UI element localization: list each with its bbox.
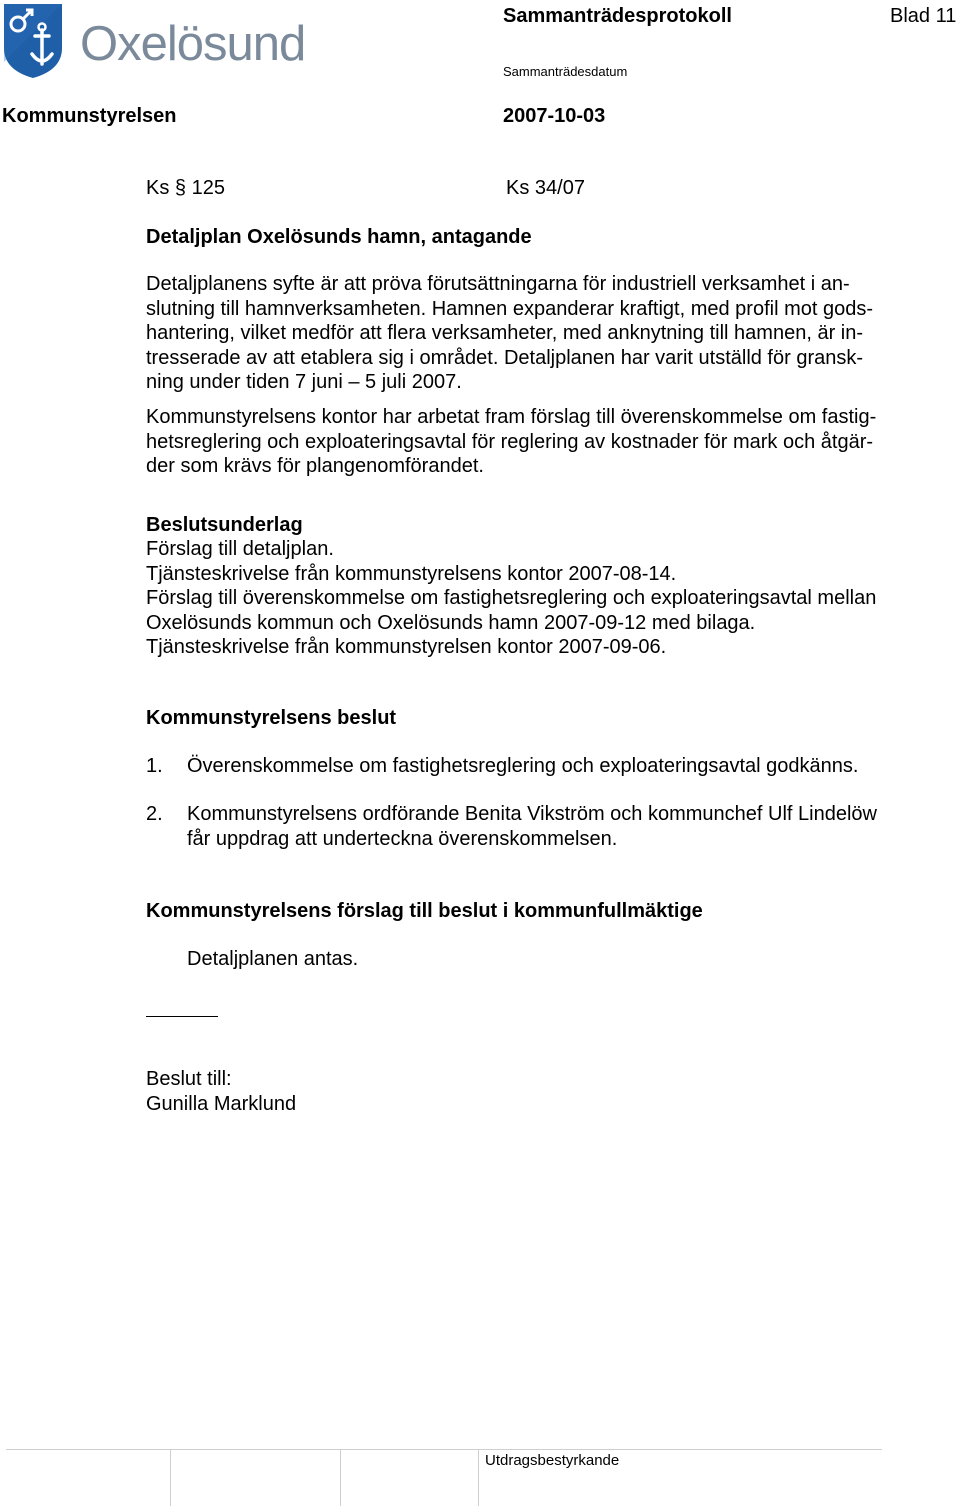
text-line: Kommunstyrelsens ordförande Benita Vikström och kommunchef Ulf Lindelöw bbox=[187, 803, 877, 825]
distribution-recipient: Gunilla Marklund bbox=[146, 1092, 297, 1115]
basis-item: Förslag till överenskommelse om fastighetsreglering och exploateringsavtal mellan bbox=[146, 587, 877, 609]
item-number: 1. bbox=[146, 755, 163, 777]
text-line: hantering, vilket medför att flera verksamheter, med anknytning till hamnen, är in- bbox=[146, 322, 864, 344]
basis-list bbox=[146, 537, 936, 660]
decision-heading: Kommunstyrelsens beslut bbox=[146, 707, 397, 729]
footer-rule bbox=[6, 1449, 882, 1450]
basis-heading: Beslutsunderlag bbox=[146, 514, 303, 536]
basis-item: Tjänsteskrivelse från kommunstyrelsen kontor 2007-09-06. bbox=[146, 636, 667, 658]
text-line: Detaljplanens syfte är att pröva förutsättningarna för industriell verksamhet i an- bbox=[146, 273, 850, 295]
proposal-text: Detaljplanen antas. bbox=[187, 948, 359, 970]
footer-divider bbox=[478, 1449, 479, 1506]
municipality-logo bbox=[2, 2, 342, 80]
footer-divider bbox=[170, 1449, 171, 1506]
text-line: ning under tiden 7 juni – 5 juli 2007. bbox=[146, 371, 462, 393]
distribution bbox=[146, 1067, 936, 1116]
separator-line bbox=[146, 1016, 218, 1017]
paragraph-prefix: Ks bbox=[146, 177, 170, 199]
organization-name: Kommunstyrelsen bbox=[2, 105, 177, 127]
basis-item: Förslag till detaljplan. bbox=[146, 538, 334, 560]
distribution-label: Beslut till: bbox=[146, 1068, 232, 1090]
meeting-date-label: Sammanträdesdatum bbox=[503, 64, 628, 79]
proposal-heading: Kommunstyrelsens förslag till beslut i kommunfullmäktige bbox=[146, 900, 703, 922]
body-paragraph-2 bbox=[146, 405, 936, 479]
text-line: der som krävs för plangenomförandet. bbox=[146, 455, 484, 477]
item-text bbox=[187, 802, 877, 851]
item-number: 2. bbox=[146, 803, 163, 825]
text-line: Kommunstyrelsens kontor har arbetat fram förslag till överenskommelse om fastig- bbox=[146, 406, 877, 428]
paragraph-reference bbox=[146, 176, 225, 201]
case-title: Detaljplan Oxelösunds hamn, antagande bbox=[146, 226, 532, 248]
meeting-date: 2007-10-03 bbox=[503, 105, 606, 127]
body-paragraph-1 bbox=[146, 272, 936, 395]
decision-item-1 bbox=[146, 754, 936, 780]
case-number: Ks 34/07 bbox=[506, 177, 585, 199]
logo-wordmark: Oxelösund bbox=[80, 17, 306, 71]
paragraph-symbol: § bbox=[174, 177, 187, 199]
page-number: Blad 11 bbox=[890, 5, 957, 27]
decision-item-2 bbox=[146, 802, 936, 852]
basis-item: Oxelösunds kommun och Oxelösunds hamn 2007-09-12 med bilaga. bbox=[146, 611, 756, 634]
certification-label: Utdragsbestyrkande bbox=[485, 1452, 620, 1469]
text-line: hetsreglering och exploateringsavtal för reglering av kostnader för mark och åtgär- bbox=[146, 430, 874, 453]
paragraph-number: 125 bbox=[191, 177, 225, 199]
text-line: tresserade av att etablera sig i området. Detaljplanen har varit utställd för gransk- bbox=[146, 346, 864, 369]
coat-of-arms-icon bbox=[2, 2, 64, 80]
text-line: får uppdrag att underteckna överenskommelsen. bbox=[187, 827, 618, 850]
text-line: slutning till hamnverksamheten. Hamnen expanderar kraftigt, med profil mot gods- bbox=[146, 297, 874, 320]
basis-item: Tjänsteskrivelse från kommunstyrelsens kontor 2007-08-14. bbox=[146, 562, 677, 585]
footer-divider bbox=[340, 1449, 341, 1506]
item-text: Överenskommelse om fastighetsreglering och exploateringsavtal godkänns. bbox=[187, 755, 859, 777]
document-title: Sammanträdesprotokoll bbox=[503, 5, 732, 27]
